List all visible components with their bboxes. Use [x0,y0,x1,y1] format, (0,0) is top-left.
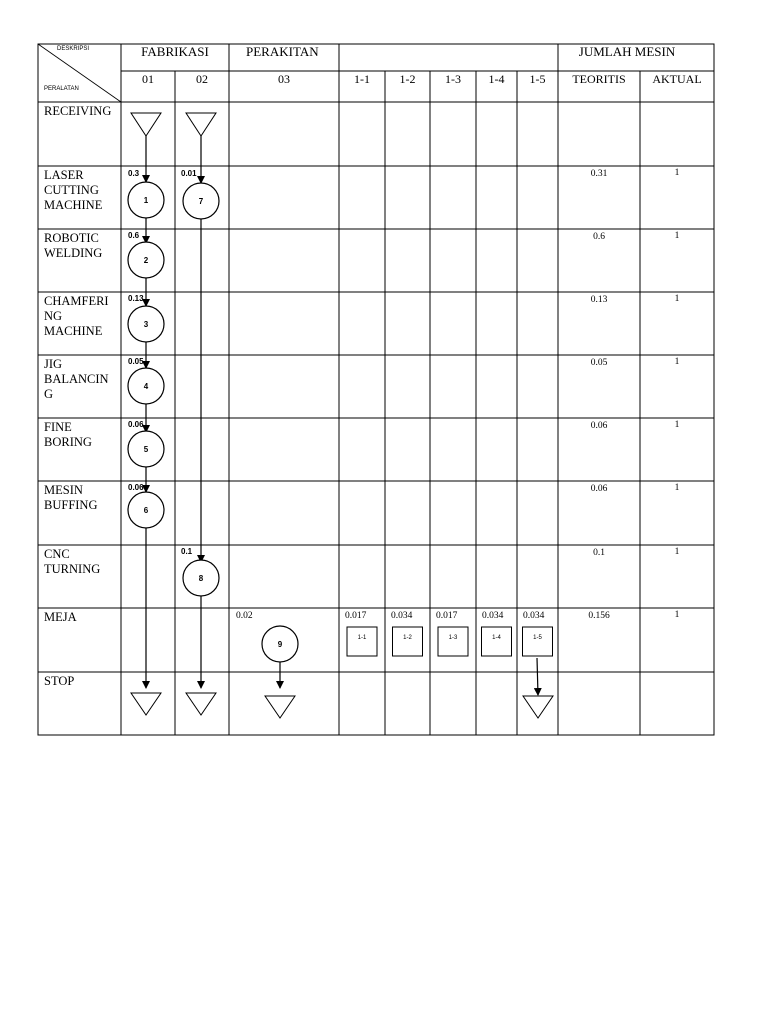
row-label: FINE [44,420,72,434]
operation-number: 7 [198,197,204,206]
header-fabrikasi: FABRIKASI [141,44,209,59]
row-label: NG [44,309,63,323]
inspection-box-1-4 [482,627,512,656]
row-label: CNC [44,547,70,561]
inspection-time: 0.034 [482,611,504,621]
header-perakitan: PERAKITAN [246,44,319,59]
inspection-id: 1-3 [448,635,458,641]
corner-diagonal [38,44,121,102]
subheader-01: 01 [142,72,154,86]
operation-number: 1 [143,196,149,205]
aktual-value: 1 [674,547,680,557]
aktual-value: 1 [674,231,680,241]
operation-number: 6 [143,506,149,515]
row-label: CHAMFERI [44,294,109,308]
row-label: LASER [44,168,84,182]
operation-time: 0.06 [128,483,144,492]
operation-number: 4 [143,382,149,391]
operation-time: 0.06 [128,420,144,429]
aktual-value: 1 [674,420,680,430]
aktual-value: 1 [674,294,680,304]
row-label: JIG [44,357,63,371]
aktual-value: 1 [674,357,680,367]
subheader-1-1: 1-1 [354,72,370,86]
row-label: BUFFING [44,498,98,512]
stop-triangle [523,696,553,718]
inspection-box-1-1 [347,627,377,656]
row-label: STOP [44,674,75,688]
row-label: BORING [44,435,92,449]
row-label: MESIN [44,483,83,497]
row-label: TURNING [44,562,101,576]
receiving-triangle [131,113,161,136]
operation-time: 0.1 [181,547,193,556]
inspection-id: 1-1 [357,635,367,641]
row-label: G [44,387,54,401]
operation-time: 0.01 [181,169,197,178]
teoritis-value: 0.13 [590,295,608,305]
operation-time: 0.3 [128,169,140,178]
operation-time: 0.13 [128,294,144,303]
row-label: CUTTING [44,183,99,197]
stop-triangle [186,693,216,715]
operation-time: 0.02 [236,611,253,621]
inspection-time: 0.034 [391,611,413,621]
inspection-time: 0.034 [523,611,545,621]
row-label: ROBOTIC [44,231,99,245]
flow-arrow [537,658,538,695]
subheader-02: 02 [196,72,208,86]
aktual-value: 1 [674,168,680,178]
teoritis-value: 0.1 [593,548,605,558]
row-label: RECEIVING [44,104,112,118]
row-label: MEJA [44,610,77,624]
corner-label-deskripsi: DESKRIPSI [57,46,90,52]
inspection-time: 0.017 [345,611,367,621]
inspection-time: 0.017 [436,611,458,621]
header-jumlah-mesin: JUMLAH MESIN [578,44,676,59]
teoritis-value: 0.6 [593,232,605,242]
teoritis-value: 0.31 [590,169,608,179]
operation-time: 0.05 [128,357,144,366]
subheader-teoritis: TEORITIS [572,72,626,86]
inspection-id: 1-5 [533,635,542,641]
inspection-box-1-5 [523,627,553,656]
row-label: MACHINE [44,324,103,338]
inspection-id: 1-2 [403,635,412,641]
operation-time: 0.6 [128,231,140,240]
subheader-1-4: 1-4 [488,72,505,86]
stop-triangle [265,696,295,718]
operation-number: 8 [198,574,204,583]
row-label: BALANCIN [44,372,109,386]
inspection-box-1-2 [393,627,423,656]
operation-number: 9 [277,640,283,649]
operation-number: 5 [143,445,149,454]
aktual-value: 1 [674,610,680,620]
subheader-1-2: 1-2 [399,72,416,86]
corner-label-peralatan: PERALATAN [44,86,79,92]
teoritis-value: 0.06 [590,421,608,431]
teoritis-value: 0.06 [590,484,608,494]
receiving-triangle [186,113,216,136]
teoritis-value: 0.05 [590,358,608,368]
teoritis-value: 0.156 [588,611,610,621]
row-label: MACHINE [44,198,103,212]
subheader-1-3: 1-3 [445,72,461,86]
inspection-id: 1-4 [492,635,501,641]
subheader-aktual: AKTUAL [652,72,702,86]
operation-number: 2 [143,256,149,265]
row-label: WELDING [44,246,103,260]
inspection-box-1-3 [438,627,468,656]
subheader-03: 03 [278,72,290,86]
aktual-value: 1 [674,483,680,493]
stop-triangle [131,693,161,715]
subheader-1-5: 1-5 [529,72,546,86]
operation-number: 3 [143,320,149,329]
